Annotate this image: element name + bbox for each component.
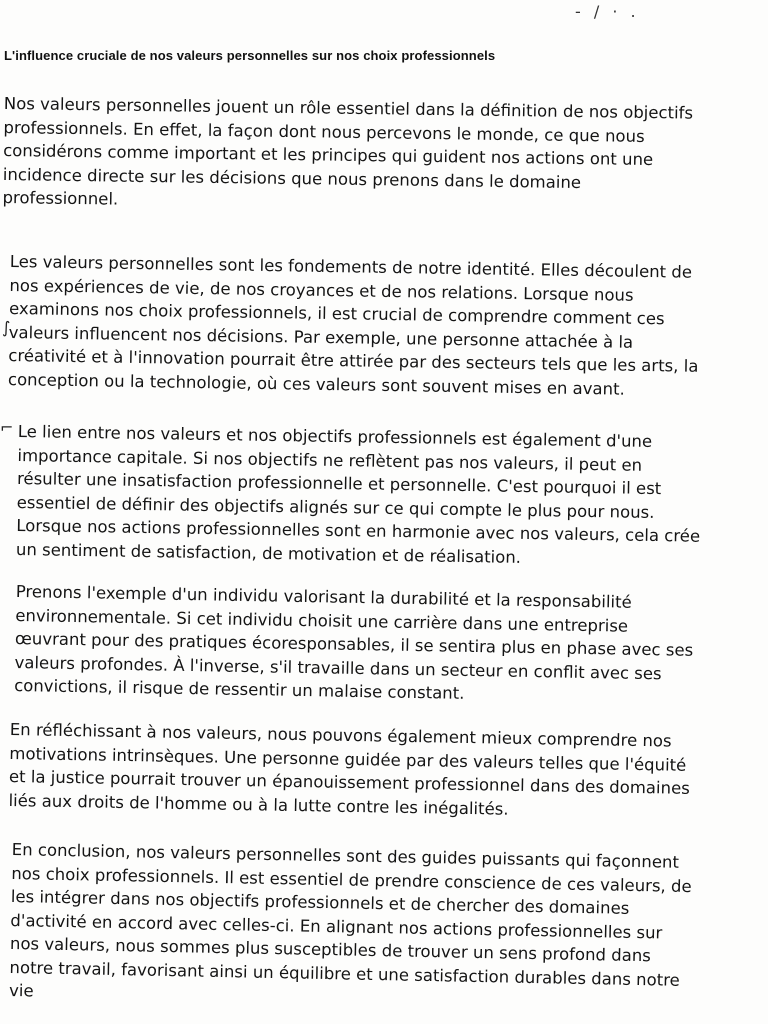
margin-pen-mark: ∫ xyxy=(2,318,11,337)
paragraph-1: Nos valeurs personnelles jouent un rôle essentiel dans la définition de nos objectifs professionnels. En effet, la façon dont nous percevons le monde, ce que nous considérons comme important et les principes qui guident nos actions ont une incidence directe sur les décisions que nous prenons dans le domaine professionnel. xyxy=(2,93,694,209)
paragraph-6: En conclusion, nos valeurs personnelles sont des guides puissants qui façonnent nos choix professionnels. Il est essentiel de prendre conscience de ces valeurs, de les intégrer dans nos objectifs professionnels et de chercher des domaines d'activité en accord avec celles-ci. En alignant nos actions professionnelles sur nos valeurs, nous sommes plus susceptibles de trouver un sens profond dans notre travail, favorisant ainsi un équilibre et une satisfaction durables dans notre vie xyxy=(8,839,692,1001)
margin-pen-mark: ⌐ xyxy=(0,418,14,437)
top-pen-marks: - / · . xyxy=(575,2,640,21)
document-title: L'influence cruciale de nos valeurs personnelles sur nos choix professionnels xyxy=(4,48,496,63)
paragraph-4: Prenons l'exemple d'un individu valorisant la durabilité et la responsabilité environnementale. Si cet individu choisit une carrière dans une entreprise œuvrant pour des pratiques écoresponsables, il se sentira plus en phase avec ses valeurs profondes. À l'inverse, s'il travaille dans un secteur en conflit avec ses convictions, il risque de ressentir un malaise constant. xyxy=(13,581,694,703)
paragraph-2: Les valeurs personnelles sont les fondements de notre identité. Elles découlent de nos expériences de vie, de nos croyances et de nos relations. Lorsque nous examinons nos choix professionnels, il est crucial de comprendre comment ces valeurs influencent nos décisions. Par exemple, une personne attachée à la créativité et à l'innovation pourrait être attirée par des secteurs tels que les arts, la conception ou la technologie, où ces valeurs sont souvent mises en avant. xyxy=(7,251,699,399)
paragraph-3: Le lien entre nos valeurs et nos objectifs professionnels est également d'une importance capitale. Si nos objectifs ne reflètent pas nos valeurs, il peut en résulter une insatisfaction professionnelle et personnelle. C'est pourquoi il est essentiel de définir des objectifs alignés sur ce qui compte le plus pour nous. Lorsque nos actions professionnelles sont en harmonie avec nos valeurs, cela crée un sentiment de satisfaction, de motivation et de réalisation. xyxy=(15,421,701,567)
paragraph-5: En réfléchissant à nos valeurs, nous pouvons également mieux comprendre nos motivations intrinsèques. Une personne guidée par des valeurs telles que l'équité et la justice pourrait trouver un épanouissement professionnel dans des domaines liés aux droits de l'homme ou à la lutte contre les inégalités. xyxy=(8,719,690,819)
